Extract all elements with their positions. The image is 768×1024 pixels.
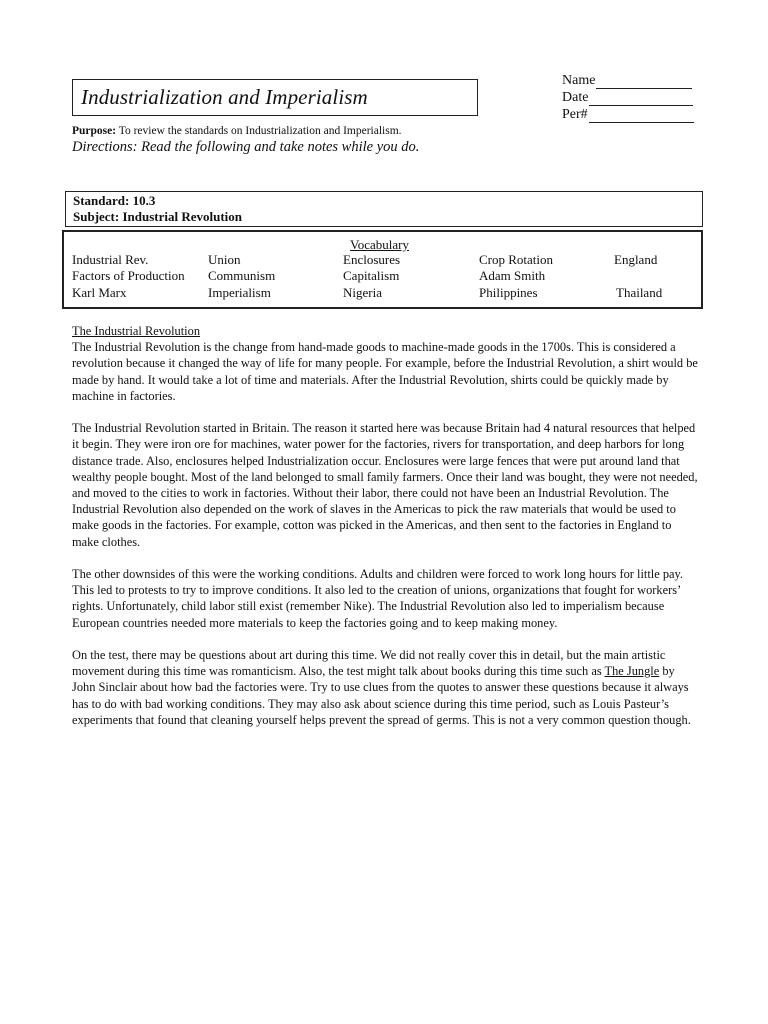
vocab-term: England xyxy=(614,252,658,267)
vocab-term: Industrial Rev. xyxy=(72,252,149,267)
vocab-term: Imperialism xyxy=(208,284,271,300)
vocab-term: Thailand xyxy=(616,284,663,300)
vocab-term: Factors of Production xyxy=(72,268,185,284)
vocab-term: Nigeria xyxy=(343,284,382,300)
period-field[interactable] xyxy=(562,106,694,123)
date-field[interactable] xyxy=(562,89,694,106)
vocabulary-title: Vocabulary xyxy=(350,237,409,252)
vocabulary-row xyxy=(72,268,692,284)
student-info-fields xyxy=(562,72,694,123)
vocab-term: Union xyxy=(208,252,241,267)
vocab-term: Enclosures xyxy=(343,252,401,267)
vocabulary-row xyxy=(72,252,692,268)
directions-line: Directions: Read the following and take notes while you do. xyxy=(72,139,420,155)
vocab-term: Communism xyxy=(208,268,276,284)
paragraph-2: The Industrial Revolution started in Britain. The reason it started here was because Britain had 4 natural resources that helped it begin. They were iron ore for machines, water power for the factories, rivers for transportation, and deep harbors for long distance trade. Also, enclosures helped Industrialization occur. Enclosures were large fences that were put around land that wealthy people bought. Most of the land belonged to small family farmers. Once their land was bought, they were not needed, and moved to the cities to work in factories. Without their labor, there could not have been an Industrial Revolution. The Industrial Revolution also depended on the work of slaves in the Americas to pick the raw materials that would be used to make goods in the factories. For example, cotton was picked in the Americas, and then sent to the factories in England to make clothes. xyxy=(72,421,698,549)
name-field[interactable] xyxy=(562,72,694,89)
paragraph-1: The Industrial Revolution is the change from hand-made goods to machine-made goods in the 1700s. This is considered a revolution because it changed the way of life for many people. For example, before the Industrial Revolution, a shirt would be made by hand. It would take a lot of time and materials. After the Industrial Revolution, shirts could be quickly made by machine in factories. xyxy=(72,340,698,403)
vocab-term: Karl Marx xyxy=(72,284,127,300)
purpose-text: To review the standards on Industrialization and Imperialism. xyxy=(116,125,402,137)
purpose-line xyxy=(72,125,402,137)
standard-line: Standard: 10.3 xyxy=(73,193,156,208)
period-blank-line[interactable] xyxy=(589,109,694,123)
vocab-term: Capitalism xyxy=(343,268,400,284)
vocab-term: Adam Smith xyxy=(479,268,546,284)
book-title: The Jungle xyxy=(604,664,660,679)
vocab-term: Philippines xyxy=(479,284,538,300)
article-body xyxy=(72,323,700,744)
period-label: Per# xyxy=(562,107,588,122)
standard-box xyxy=(65,191,703,227)
vocabulary-box xyxy=(62,230,703,309)
name-blank-line[interactable] xyxy=(596,75,692,89)
article-heading: The Industrial Revolution xyxy=(72,324,201,338)
paragraph-4 xyxy=(72,647,700,728)
name-label: Name xyxy=(562,73,596,88)
paragraph-4-part-a: On the test, there may be questions about art during this time. We did not really cover this in detail, but the main artistic movement during this time was romanticism. Also, the test might talk about books during this time such as xyxy=(72,648,666,679)
subject-line: Subject: Industrial Revolution xyxy=(73,209,243,224)
purpose-label: Purpose: xyxy=(72,125,117,137)
vocab-term: Crop Rotation xyxy=(479,252,554,267)
page-title: Industrialization and Imperialism xyxy=(81,85,368,109)
date-label: Date xyxy=(562,90,589,105)
paragraph-4-part-b: by John Sinclair about how bad the factories were. Try to use clues from the quotes to answer these questions because it always has to do with bad working conditions. They may also ask about science during this time period, such as Louis Pasteur’s experiments that found that cleaning yourself helps prevent the spread of germs. This is not a very common question though. xyxy=(72,664,691,727)
date-blank-line[interactable] xyxy=(589,92,693,106)
vocabulary-grid xyxy=(72,252,692,301)
paragraph-3: The other downsides of this were the working conditions. Adults and children were forced to work long hours for little pay. This led to protests to try to improve conditions. It also led to the creation of unions, organizations that fought for workers’ rights. Unfortunately, child labor still exist (remember Nike). The Industrial Revolution also led to imperialism because European countries needed more materials to keep the factories going and to keep making money. xyxy=(72,567,684,630)
title-box xyxy=(72,79,478,116)
vocabulary-row xyxy=(72,285,692,301)
